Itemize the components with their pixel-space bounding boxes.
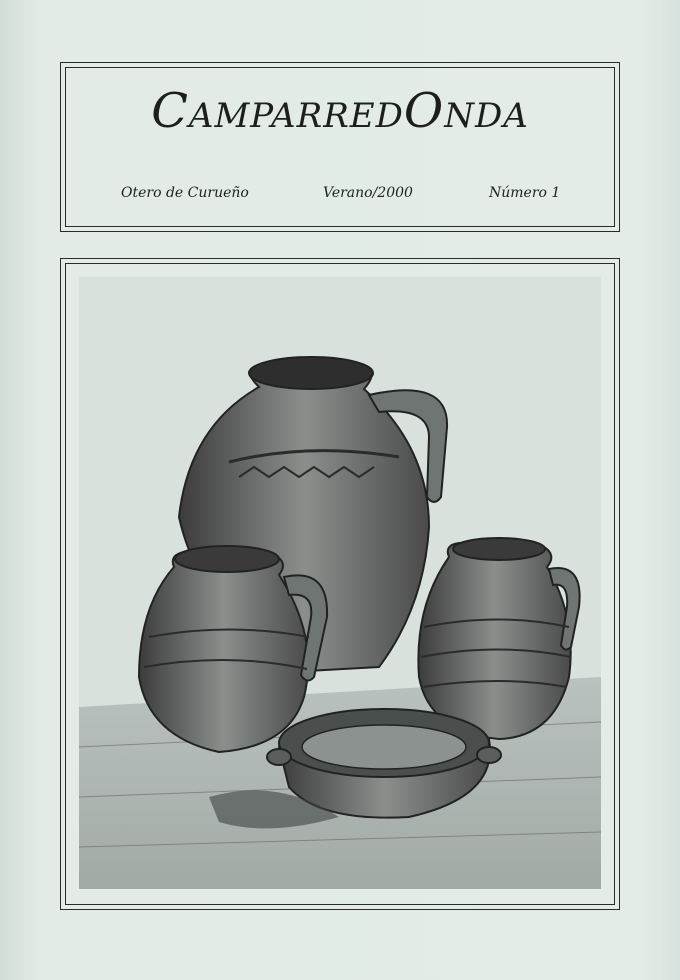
- date-label: Verano/2000: [323, 185, 413, 201]
- right-pitcher: [418, 538, 579, 739]
- place-label: Otero de Curueño: [121, 185, 249, 201]
- illustration-frame: [60, 258, 620, 910]
- magazine-title: CamparredOnda: [151, 83, 529, 139]
- masthead-frame: [60, 62, 620, 232]
- issue-number: Número 1: [489, 185, 561, 201]
- pottery-illustration: [79, 277, 601, 889]
